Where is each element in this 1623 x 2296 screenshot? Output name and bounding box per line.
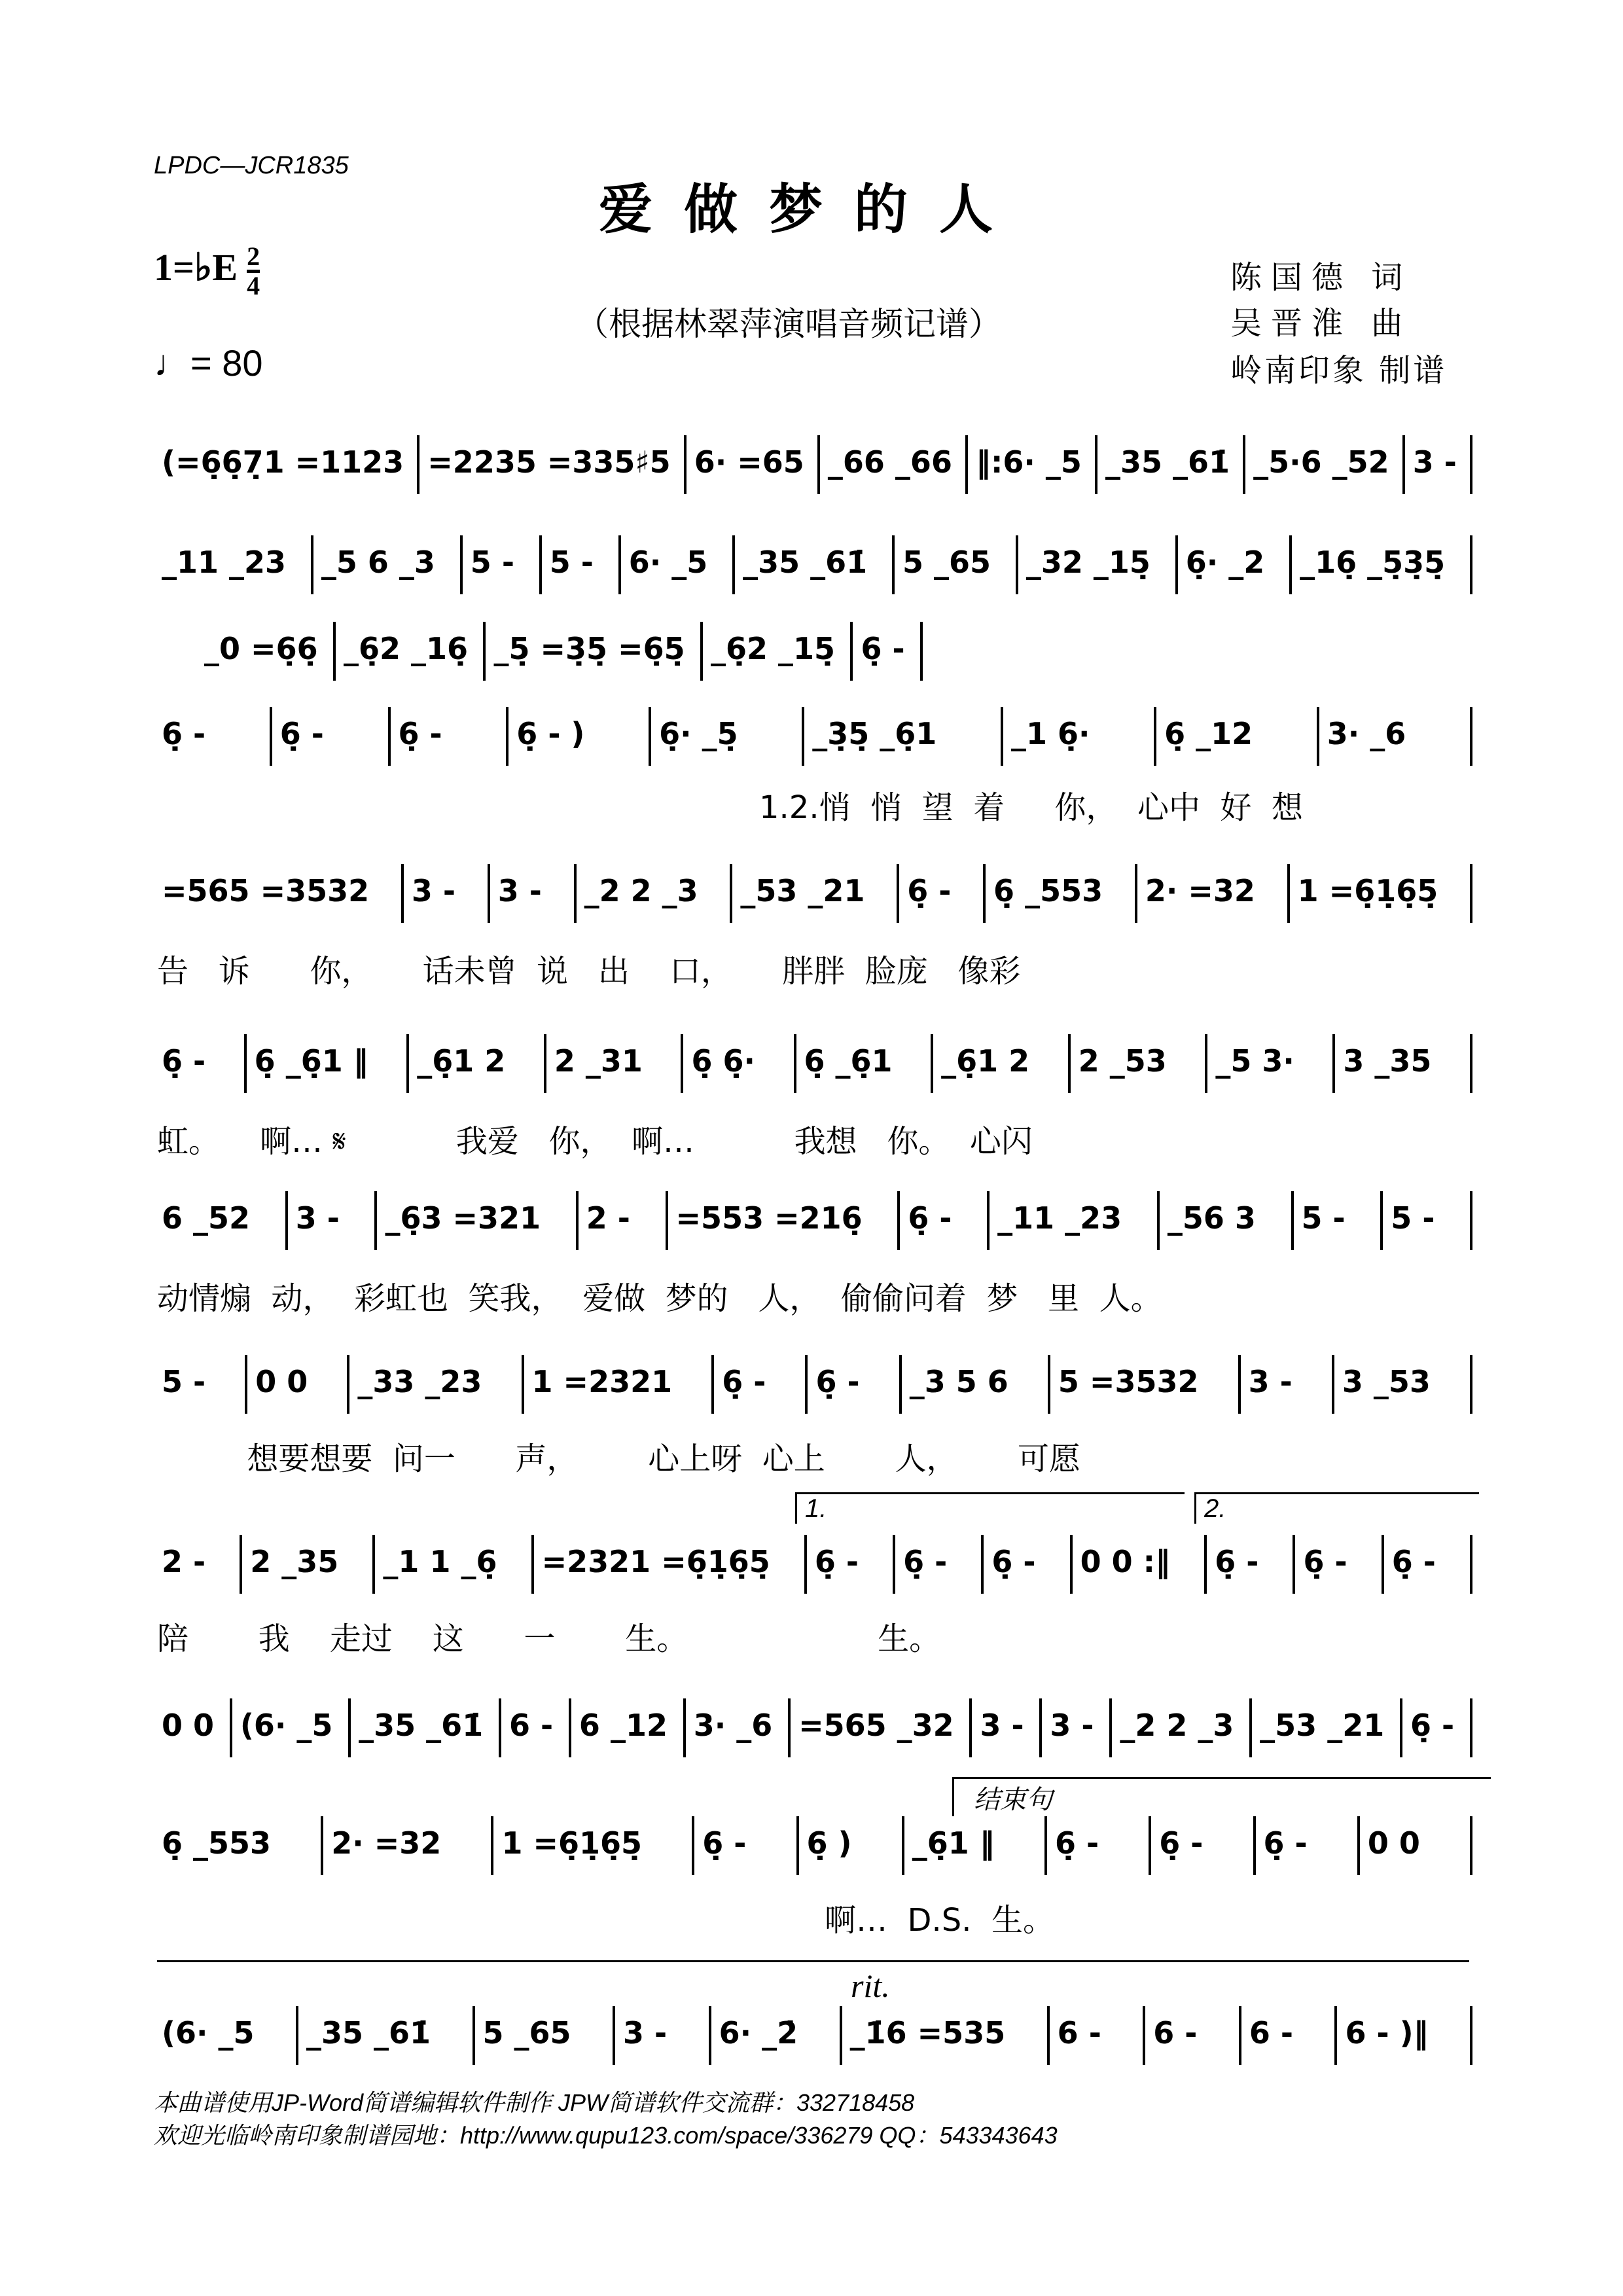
score-code: LPDC—JCR1835 [154,152,349,179]
measure: ‖:6· _5 [965,435,1095,494]
measure: 3 _35 [1332,1034,1472,1093]
measure: 5 =3532 [1048,1355,1238,1414]
measure: 6̣ - [388,707,507,766]
measure: 3 - [285,1191,375,1250]
measure: 6̣ - [162,1043,206,1079]
time-signature [247,243,260,299]
score-line [154,1698,1472,1770]
measure: 3 - [1039,1698,1109,1757]
measure: 6̣ _12 [1154,707,1317,766]
measure: _33 _23 [347,1355,521,1414]
measure: _32 _15̣ [1016,535,1175,594]
score-line [154,435,1472,507]
measure: 0 0 :‖ [1070,1535,1205,1594]
measure: 3 - [969,1698,1039,1757]
measure: 6̣ - [897,1191,987,1250]
measure: 3 - [1402,435,1472,494]
measure: 6 _12 [569,1698,683,1757]
score-line [154,707,1472,779]
rit-marking: rit. [851,1967,890,2004]
measure: 6̣· _5̣ [649,707,802,766]
footer-line-1: 本曲谱使用JP-Word简谱编辑软件制作 JPW简谱软件交流群：332718458 [154,2089,915,2116]
measure: _3̣5̣ _6̣1 [802,707,1001,766]
measure: 6̣ ) [796,1816,902,1875]
score-line [154,535,1472,607]
measure: _6̣3 =321 [374,1191,575,1250]
measure: 6̣ - [1293,1535,1381,1594]
measure: _56 3 [1157,1191,1291,1250]
measure: _35 _61̇ [1095,435,1243,494]
composer-credit: 吴晋淮 曲 [1230,305,1412,342]
measure: =565 _32 [788,1698,969,1757]
measure: =553 =216̣ [666,1191,898,1250]
measure: 6 - )‖ [1334,2006,1472,2065]
score-line [154,2006,1472,2078]
measure: 5 - [1291,1191,1381,1250]
lyrics-line: 1.2.悄 悄 望 着 你， 心中 好 想 [759,789,1303,826]
measure: _6̣1 2 [931,1034,1068,1093]
score-line [154,1034,1472,1106]
measure: 6̣ - [893,1535,981,1594]
measure: 6̣ - [1204,1535,1293,1594]
measure: 0 0 [162,1708,215,1743]
score-line [154,864,1472,936]
measure: 6̣ 6̣· [681,1034,793,1093]
measure: 6̣ - [1382,1535,1472,1594]
measure: (=6̣6̣7̣1 =1123 [162,444,404,480]
measure: 6̣· _2 [1175,535,1289,594]
volta-2: 2. [1194,1492,1479,1524]
score-line [154,1355,1472,1427]
score-line [154,1191,1472,1263]
rit-extension-line [157,1960,1469,1962]
measure: 2· =32 [1135,864,1287,923]
measure: 3 - [488,864,574,923]
measure: 2 _31 [544,1034,681,1093]
measure: 6 - [1143,2006,1239,2065]
measure: _5̣ =3̣5̣ =6̣5̣ [483,622,700,681]
song-title: 爱做梦的人 [598,178,1024,241]
score-line [154,1535,1472,1607]
measure: _5·6 _52 [1243,435,1402,494]
measure: 6̣ - [981,1535,1069,1594]
measure: 6 - [1239,2006,1335,2065]
measure: 6̣ - [692,1816,796,1875]
key-signature [154,243,260,299]
score-line [196,622,923,694]
lyrics-line: 虹。 啊… 𝄋 我爱 你， 啊… 我想 你。 心闪 [157,1123,1033,1160]
measure: _1̇6 =535 [840,2006,1047,2065]
measure: 6̣ _553 [162,1825,272,1861]
measure: _11 _23 [987,1191,1157,1250]
measure: 5 _65 [473,2006,613,2065]
measure: _0 =6̣6̣ [204,631,318,666]
measure: 6̣ - [270,707,388,766]
measure: 6̣ _6̣1 ‖ [244,1034,407,1093]
measure: _11 _23 [162,545,287,580]
measure: 2 - [162,1544,206,1579]
score-line [154,1816,1472,1888]
measure: _35 _61̇ [348,1698,499,1757]
measure: _1 1 _6̣ [372,1535,531,1594]
measure: (6· _5 [162,2015,255,2051]
measure: 0 0 [1357,1816,1472,1875]
measure: 3 _53 [1332,1355,1472,1414]
measure: _6̣2 _16̣ [333,622,483,681]
measure: _16̣ _5̣3̣5̣ [1289,535,1472,594]
measure: _5 3· [1205,1034,1332,1093]
measure: _53 _21 [1249,1698,1400,1757]
tempo-marking: ♩= 80 [154,342,263,384]
key-label: 1=♭E [154,245,238,289]
arranger-credit: 岭南印象 制谱 [1230,352,1448,389]
subtitle: （根据林翠萍演唱音频记谱） [576,305,1001,343]
measure: _1 6̣· [1001,707,1154,766]
measure: 6̣ _6̣1 [794,1034,931,1093]
measure: _2 2 _3 [574,864,730,923]
measure: 2 - [576,1191,666,1250]
measure: 6̣ - [162,716,206,751]
measure: _6̣1 2 [406,1034,544,1093]
lyrics-line: 啊… D.S. 生。 [825,1902,1054,1939]
measure: 3· _6 [1317,707,1472,766]
measure: 6 _52 [162,1200,251,1236]
measure: 6· _5 [618,535,732,594]
measure: _3 5 6 [899,1355,1048,1414]
measure: _2 2 _3 [1109,1698,1249,1757]
measure: _35 _61̇ [296,2006,473,2065]
measure: 2 _53 [1068,1034,1205,1093]
measure: 3 - [1238,1355,1332,1414]
measure: _6̣2 _15̣ [700,622,850,681]
measure: 6̣ - [1253,1816,1357,1875]
measure: (6· _5 [230,1698,348,1757]
measure: 3 - [401,864,488,923]
measure: 2· =32 [321,1816,491,1875]
measure: _66 _66 [817,435,965,494]
measure: 6̣ - [805,1355,899,1414]
measure: 6̣ - [897,864,983,923]
lyrics-line: 想要想要 问一 声， 心上呀 心上 人， 可愿 [157,1441,1081,1477]
measure: 6 - [499,1698,569,1757]
measure: 6· _2̇ [709,2006,840,2065]
measure: 5 - [539,535,618,594]
measure: 0 0 [245,1355,347,1414]
measure: 5 - [1380,1191,1472,1250]
measure: 5 _65 [892,535,1016,594]
lyrics-line: 陪 我 走过 这 一 生。 生。 [157,1621,941,1657]
measure: =2321 =6̣1̣6̣5̣ [531,1535,804,1594]
ending-label: 结束句 [952,1777,1491,1816]
time-top: 2 [247,243,260,273]
measure: 6̣ _553 [983,864,1135,923]
lyrics-line: 告 诉 你， 话未曾 说 出 口， 胖胖 脸庞 像彩 [157,953,1021,990]
measure: _5 6 _3 [311,535,460,594]
measure: 1 =6̣1̣6̣5̣ [1287,864,1472,923]
measure: 5 - [460,535,539,594]
measure: 6 - [1047,2006,1143,2065]
measure: 1 =6̣1̣6̣5̣ [491,1816,692,1875]
measure: _35 _61̇ [732,535,892,594]
measure: _53 _21 [730,864,897,923]
volta-1: 1. [795,1492,1185,1524]
measure: 6̣ - [711,1355,805,1414]
measure: =2235 =335♯5 [417,435,684,494]
measure: 2 _35 [240,1535,372,1594]
footer-line-2: 欢迎光临岭南印象制谱园地：http://www.qupu123.com/space/336279 QQ：543343643 [154,2122,1058,2149]
measure: _6̣1 ‖ [902,1816,1044,1875]
measure: =565 =3532 [162,873,370,908]
measure: 6̣ - [804,1535,893,1594]
lyricist-credit: 陈国德 词 [1230,259,1412,296]
measure: 6· =65 [684,435,817,494]
measure: 6̣ - ) [506,707,649,766]
measure: 3 - [613,2006,709,2065]
measure: 5 - [162,1364,206,1399]
measure: 6̣ - [850,622,923,681]
lyrics-line: 动情煽 动， 彩虹也 笑我， 爱做 梦的 人， 偷偷问着 梦 里 人。 [157,1280,1162,1317]
measure: 6̣ - [1149,1816,1253,1875]
time-bottom: 4 [247,271,260,300]
measure: 3· _6 [683,1698,788,1757]
measure: 6̣ - [1044,1816,1149,1875]
measure: 1 =2321 [522,1355,712,1414]
measure: 6̣ - [1400,1698,1472,1757]
